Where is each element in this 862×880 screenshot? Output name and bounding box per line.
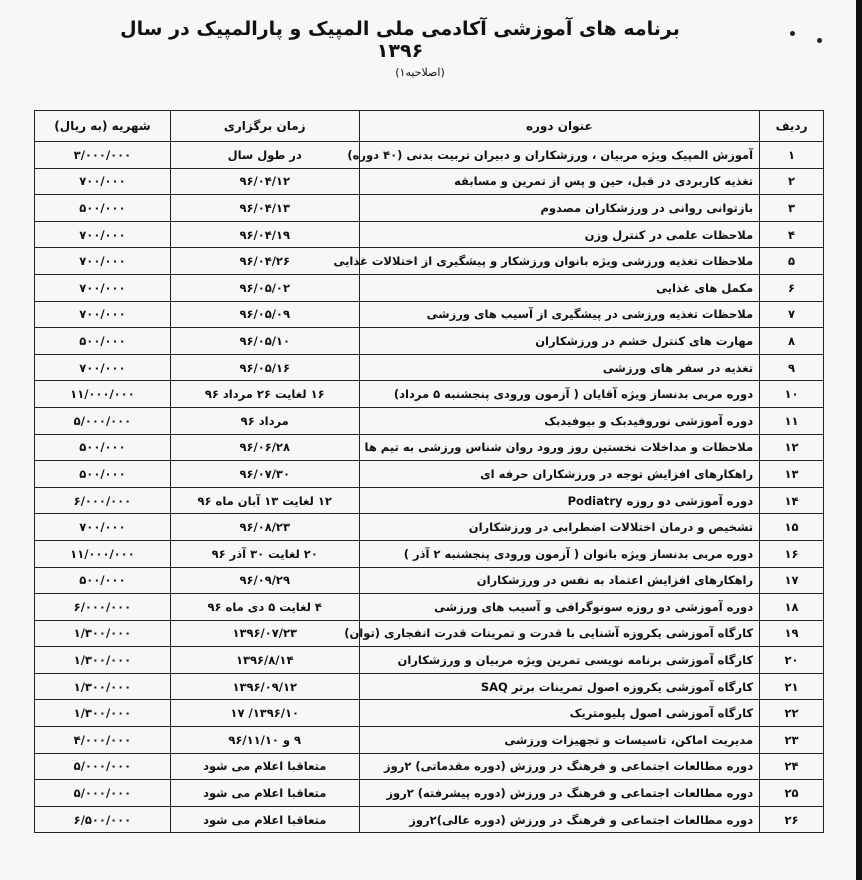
course-title-cell: تشخیص و درمان اختلالات اضطرابی در ورزشکاران: [359, 514, 760, 541]
fee-cell: ۵/۰۰۰/۰۰۰: [35, 407, 171, 434]
course-title-cell: تغذیه کاربردی در قبل، حین و پس از تمرین و مسابقه: [359, 168, 760, 195]
fee-cell: ۱/۳۰۰/۰۰۰: [35, 620, 171, 647]
page-title: برنامه های آموزشی آکادمی ملی المپیک و پارالمپیک در سال ۱۳۹۶: [120, 18, 680, 62]
row-number-cell: ۲۶: [760, 806, 824, 833]
page-subtitle: (اصلاحیه۱): [395, 66, 445, 79]
course-title-cell: ملاحظات علمی در کنترل وزن: [359, 221, 760, 248]
schedule-cell: ۹۶/۰۹/۲۹: [170, 567, 359, 594]
scan-dot: [817, 38, 822, 43]
fee-cell: ۶/۰۰۰/۰۰۰: [35, 594, 171, 621]
header-row-number: ردیف: [760, 111, 824, 142]
table-row: [35, 753, 824, 780]
header-course-title: عنوان دوره: [359, 111, 760, 142]
fee-cell: ۱۱/۰۰۰/۰۰۰: [35, 381, 171, 408]
row-number-cell: ۱۰: [760, 381, 824, 408]
course-table: [34, 110, 824, 833]
course-title-cell: راهکارهای افزایش اعتماد به نفس در ورزشکاران: [359, 567, 760, 594]
fee-cell: ۵۰۰/۰۰۰: [35, 434, 171, 461]
header-schedule: زمان برگزاری: [170, 111, 359, 142]
row-number-cell: ۱۲: [760, 434, 824, 461]
course-title-cell: دوره آموزشی دو روزه سونوگرافی و آسیب های ورزشی: [359, 594, 760, 621]
scan-edge: [856, 0, 862, 880]
schedule-cell: ۹۶/۰۴/۱۹: [170, 221, 359, 248]
table-row: [35, 168, 824, 195]
course-title-cell: راهکارهای افزایش توجه در ورزشکاران حرفه ای: [359, 461, 760, 488]
fee-cell: ۷۰۰/۰۰۰: [35, 301, 171, 328]
table-row: [35, 381, 824, 408]
row-number-cell: ۲۴: [760, 753, 824, 780]
course-title-cell: کارگاه آموزشی اصول پلیومتریک: [359, 700, 760, 727]
course-title-cell: دوره مربی بدنساز ویژه بانوان ( آزمون ورودی پنجشنبه ۲ آذر ): [359, 540, 760, 567]
row-number-cell: ۲۳: [760, 727, 824, 754]
schedule-cell: ۹۶/۰۸/۲۳: [170, 514, 359, 541]
row-number-cell: ۶: [760, 274, 824, 301]
course-title-cell: مکمل های غذایی: [359, 274, 760, 301]
schedule-cell: ۹ و ۹۶/۱۱/۱۰: [170, 727, 359, 754]
schedule-cell: مرداد ۹۶: [170, 407, 359, 434]
table-row: [35, 780, 824, 807]
schedule-cell: ۱۳۹۶/۱۰/ ۱۷: [170, 700, 359, 727]
schedule-cell: ۴ لغایت ۵ دی ماه ۹۶: [170, 594, 359, 621]
table-row: [35, 594, 824, 621]
schedule-cell: ۹۶/۰۴/۱۲: [170, 168, 359, 195]
row-number-cell: ۱۸: [760, 594, 824, 621]
fee-cell: ۷۰۰/۰۰۰: [35, 248, 171, 275]
row-number-cell: ۱۵: [760, 514, 824, 541]
row-number-cell: ۷: [760, 301, 824, 328]
schedule-cell: ۹۶/۰۴/۲۶: [170, 248, 359, 275]
row-number-cell: ۱۶: [760, 540, 824, 567]
schedule-cell: در طول سال: [170, 142, 359, 169]
course-title-cell: دوره آموزشی دو روزه Podiatry: [359, 487, 760, 514]
row-number-cell: ۴: [760, 221, 824, 248]
table-row: [35, 673, 824, 700]
course-title-cell: مدیریت اماکن، تاسیسات و تجهیزات ورزشی: [359, 727, 760, 754]
table-row: [35, 647, 824, 674]
table-row: [35, 434, 824, 461]
table-row: [35, 142, 824, 169]
table-row: [35, 301, 824, 328]
row-number-cell: ۸: [760, 328, 824, 355]
schedule-cell: ۹۶/۰۷/۳۰: [170, 461, 359, 488]
table-row: [35, 567, 824, 594]
table-row: [35, 727, 824, 754]
table-header-row: [35, 111, 824, 142]
table-row: [35, 354, 824, 381]
table-row: [35, 274, 824, 301]
schedule-cell: متعاقبا اعلام می شود: [170, 806, 359, 833]
fee-cell: ۷۰۰/۰۰۰: [35, 221, 171, 248]
course-title-cell: آموزش المپیک ویژه مربیان ، ورزشکاران و دبیران تربیت بدنی (۴۰ دوره): [359, 142, 760, 169]
scan-dot: [790, 31, 795, 36]
table-body: [35, 142, 824, 833]
table-row: [35, 700, 824, 727]
schedule-cell: ۹۶/۰۴/۱۳: [170, 195, 359, 222]
course-title-cell: بازتوانی روانی در ورزشکاران مصدوم: [359, 195, 760, 222]
fee-cell: ۷۰۰/۰۰۰: [35, 514, 171, 541]
table-row: [35, 806, 824, 833]
fee-cell: ۶/۰۰۰/۰۰۰: [35, 487, 171, 514]
row-number-cell: ۱۱: [760, 407, 824, 434]
fee-cell: ۷۰۰/۰۰۰: [35, 354, 171, 381]
fee-cell: ۷۰۰/۰۰۰: [35, 168, 171, 195]
course-title-cell: ملاحظات تغذیه ورزشی در پیشگیری از آسیب های ورزشی: [359, 301, 760, 328]
row-number-cell: ۳: [760, 195, 824, 222]
row-number-cell: ۲۲: [760, 700, 824, 727]
fee-cell: ۴/۰۰۰/۰۰۰: [35, 727, 171, 754]
schedule-cell: متعاقبا اعلام می شود: [170, 753, 359, 780]
table-row: [35, 407, 824, 434]
table-row: [35, 514, 824, 541]
fee-cell: ۱/۳۰۰/۰۰۰: [35, 647, 171, 674]
schedule-cell: ۹۶/۰۶/۲۸: [170, 434, 359, 461]
table-row: [35, 195, 824, 222]
fee-cell: ۱/۳۰۰/۰۰۰: [35, 673, 171, 700]
table-row: [35, 540, 824, 567]
schedule-cell: ۱۳۹۶/۸/۱۴: [170, 647, 359, 674]
course-title-cell: مهارت های کنترل خشم در ورزشکاران: [359, 328, 760, 355]
course-title-cell: دوره مربی بدنساز ویژه آقایان ( آزمون ورودی پنجشنبه ۵ مرداد): [359, 381, 760, 408]
schedule-cell: ۱۶ لغایت ۲۶ مرداد ۹۶: [170, 381, 359, 408]
table-row: [35, 620, 824, 647]
table-row: [35, 487, 824, 514]
row-number-cell: ۱۳: [760, 461, 824, 488]
course-title-cell: دوره مطالعات اجتماعی و فرهنگ در ورزش (دوره پیشرفته) ۲روز: [359, 780, 760, 807]
fee-cell: ۵/۰۰۰/۰۰۰: [35, 753, 171, 780]
fee-cell: ۵۰۰/۰۰۰: [35, 461, 171, 488]
fee-cell: ۵۰۰/۰۰۰: [35, 567, 171, 594]
course-title-cell: کارگاه آموزشی یکروزه اصول تمرینات برتر SAQ: [359, 673, 760, 700]
row-number-cell: ۱۴: [760, 487, 824, 514]
row-number-cell: ۹: [760, 354, 824, 381]
fee-cell: ۷۰۰/۰۰۰: [35, 274, 171, 301]
schedule-cell: ۱۳۹۶/۰۷/۲۳: [170, 620, 359, 647]
course-title-cell: ملاحظات تغذیه ورزشی ویژه بانوان ورزشکار و پیشگیری از اختلالات غذایی: [359, 248, 760, 275]
schedule-cell: ۹۶/۰۵/۰۲: [170, 274, 359, 301]
schedule-cell: ۹۶/۰۵/۱۰: [170, 328, 359, 355]
table-row: [35, 328, 824, 355]
fee-cell: ۱۱/۰۰۰/۰۰۰: [35, 540, 171, 567]
schedule-cell: ۹۶/۰۵/۱۶: [170, 354, 359, 381]
fee-cell: ۵/۰۰۰/۰۰۰: [35, 780, 171, 807]
fee-cell: ۵۰۰/۰۰۰: [35, 328, 171, 355]
fee-cell: ۳/۰۰۰/۰۰۰: [35, 142, 171, 169]
row-number-cell: ۵: [760, 248, 824, 275]
row-number-cell: ۲۰: [760, 647, 824, 674]
row-number-cell: ۱: [760, 142, 824, 169]
table-row: [35, 461, 824, 488]
course-title-cell: دوره مطالعات اجتماعی و فرهنگ در ورزش (دوره مقدماتی) ۲روز: [359, 753, 760, 780]
course-title-cell: تغذیه در سفر های ورزشی: [359, 354, 760, 381]
fee-cell: ۵۰۰/۰۰۰: [35, 195, 171, 222]
header-fee: شهریه (به ریال): [35, 111, 171, 142]
row-number-cell: ۲۱: [760, 673, 824, 700]
fee-cell: ۶/۵۰۰/۰۰۰: [35, 806, 171, 833]
fee-cell: ۱/۳۰۰/۰۰۰: [35, 700, 171, 727]
table-row: [35, 221, 824, 248]
row-number-cell: ۱۹: [760, 620, 824, 647]
schedule-cell: ۲۰ لغایت ۳۰ آذر ۹۶: [170, 540, 359, 567]
schedule-cell: ۱۳۹۶/۰۹/۱۲: [170, 673, 359, 700]
course-title-cell: کارگاه آموزشی یکروزه آشنایی با قدرت و تمرینات قدرت انفجاری (توان): [359, 620, 760, 647]
course-title-cell: دوره آموزشی نوروفیدبک و بیوفیدبک: [359, 407, 760, 434]
row-number-cell: ۲۵: [760, 780, 824, 807]
schedule-cell: ۹۶/۰۵/۰۹: [170, 301, 359, 328]
course-title-cell: کارگاه آموزشی برنامه نویسی تمرین ویژه مربیان و ورزشکاران: [359, 647, 760, 674]
schedule-cell: ۱۲ لغایت ۱۳ آبان ماه ۹۶: [170, 487, 359, 514]
row-number-cell: ۲: [760, 168, 824, 195]
row-number-cell: ۱۷: [760, 567, 824, 594]
table-row: [35, 248, 824, 275]
course-title-cell: دوره مطالعات اجتماعی و فرهنگ در ورزش (دوره عالی)۲روز: [359, 806, 760, 833]
course-title-cell: ملاحظات و مداخلات نخستین روز ورود روان شناس ورزشی به تیم ها: [359, 434, 760, 461]
schedule-cell: متعاقبا اعلام می شود: [170, 780, 359, 807]
